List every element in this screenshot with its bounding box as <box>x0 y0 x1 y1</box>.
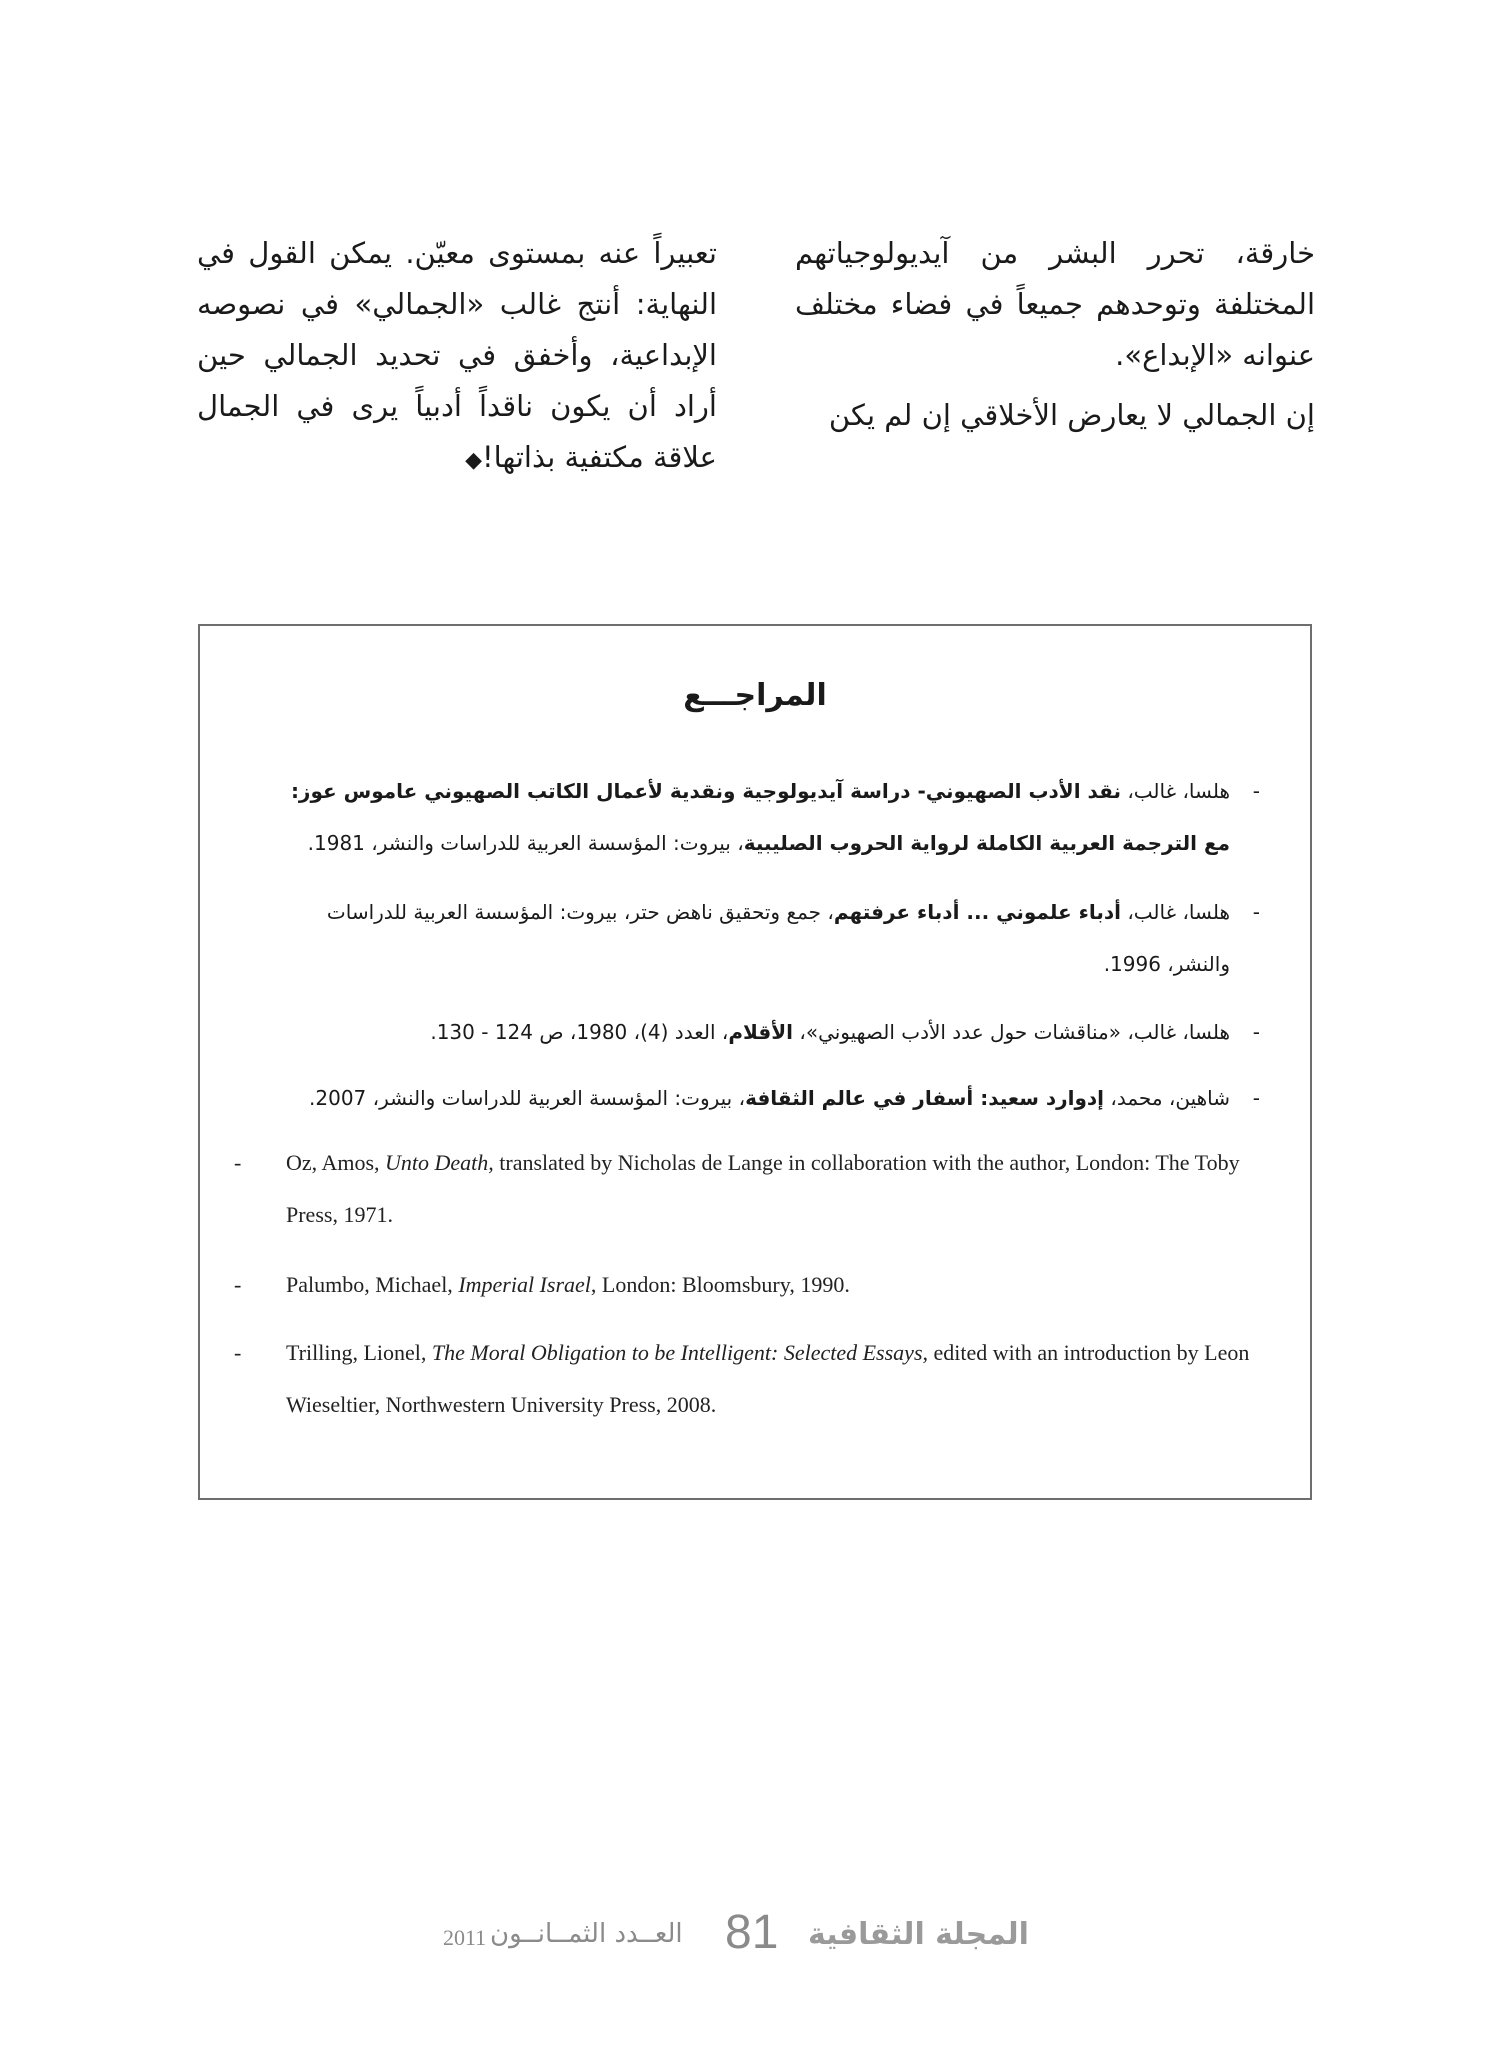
reference-details: edited with an introduction by Leon Wieseltier, Northwestern University Press, 2008. <box>286 1340 1250 1417</box>
list-dash: - <box>1252 779 1260 803</box>
reference-title: Unto Death, <box>385 1150 494 1175</box>
left-column <box>197 228 717 486</box>
arabic-reference <box>260 765 1260 869</box>
english-reference <box>234 1137 1274 1241</box>
body-paragraph <box>197 228 717 486</box>
reference-details: ، العدد (4)، 1980، ص 124 - 130. <box>430 1020 729 1044</box>
paragraph-text: تعبيراً عنه بمستوى معيّن. يمكن القول في النهاية: أنتج غالب «الجمالي» في نصوصه الإبداعية، وأخفق في تحديد الجمالي حين أراد أن يكون ناقداً أدبياً يرى في الجمال علاقة مكتفية بذاتها! <box>197 236 717 474</box>
reference-author: Palumbo, Michael, <box>286 1272 459 1297</box>
reference-author: شاهين، محمد، <box>1104 1086 1230 1110</box>
list-dash: - <box>234 1340 242 1365</box>
end-mark-icon: ◆ <box>465 448 483 473</box>
body-paragraph: خارقة، تحرر البشر من آيديولوجياتهم المختلفة وتوحدهم جميعاً في فضاء مختلف عنوانه «الإبداع». <box>795 236 1315 372</box>
reference-details: ، جمع وتحقيق ناهض حتر، بيروت: المؤسسة العربية للدراسات والنشر، 1996. <box>326 900 1230 976</box>
reference-author: هلسا، غالب، <box>1120 779 1230 803</box>
reference-details: , London: Bloomsbury, 1990. <box>590 1272 850 1297</box>
reference-title: نقد الأدب الصهيوني- دراسة آيديولوجية ونقدية لأعمال الكاتب الصهيوني عاموس عوز: مع الترجمة العربية الكاملة لرواية الحروب الصليبية <box>290 779 1230 855</box>
reference-title: إدوارد سعيد: أسفار في عالم الثقافة <box>745 1086 1105 1110</box>
reference-details: ، بيروت: المؤسسة العربية للدراسات والنشر، 2007. <box>309 1086 746 1110</box>
body-paragraph: إن الجمالي لا يعارض الأخلاقي إن لم يكن <box>828 398 1315 432</box>
english-reference <box>234 1259 1274 1311</box>
references-box <box>198 624 1312 1500</box>
footer-year: 2011 <box>443 1925 487 1950</box>
footer-issue: العــدد الثمــانــون <box>490 1919 683 1949</box>
arabic-reference <box>260 1006 1260 1058</box>
reference-title: The Moral Obligation to be Intelligent: Selected Essays, <box>431 1340 929 1365</box>
list-dash: - <box>234 1272 242 1297</box>
references-title: المراجـــع <box>683 678 827 713</box>
list-dash: - <box>1252 1086 1260 1110</box>
list-dash: - <box>1252 1020 1260 1044</box>
page-number: 81 <box>725 1906 779 1959</box>
reference-author: هلسا، غالب، <box>1120 900 1230 924</box>
list-dash: - <box>234 1150 242 1175</box>
right-column <box>795 228 1315 441</box>
reference-title: الأقلام <box>728 1020 794 1044</box>
reference-details: ، بيروت: المؤسسة العربية للدراسات والنشر، 1981. <box>307 831 744 855</box>
reference-details: translated by Nicholas de Lange in collaboration with the author, London: The Toby Press, 1971. <box>286 1150 1240 1227</box>
reference-title: أدباء علموني ... أدباء عرفتهم <box>833 900 1121 924</box>
arabic-reference <box>260 1072 1260 1124</box>
reference-author: هلسا، غالب، «مناقشات حول عدد الأدب الصهيوني»، <box>793 1020 1230 1044</box>
english-reference <box>234 1327 1274 1431</box>
reference-author: Oz, Amos, <box>286 1150 385 1175</box>
page-footer <box>0 1905 1497 1965</box>
list-dash: - <box>1252 900 1260 924</box>
reference-author: Trilling, Lionel, <box>286 1340 432 1365</box>
magazine-name: المجلة الثقافية <box>808 1917 1029 1952</box>
arabic-reference <box>260 886 1260 990</box>
reference-title: Imperial Israel <box>458 1272 591 1297</box>
